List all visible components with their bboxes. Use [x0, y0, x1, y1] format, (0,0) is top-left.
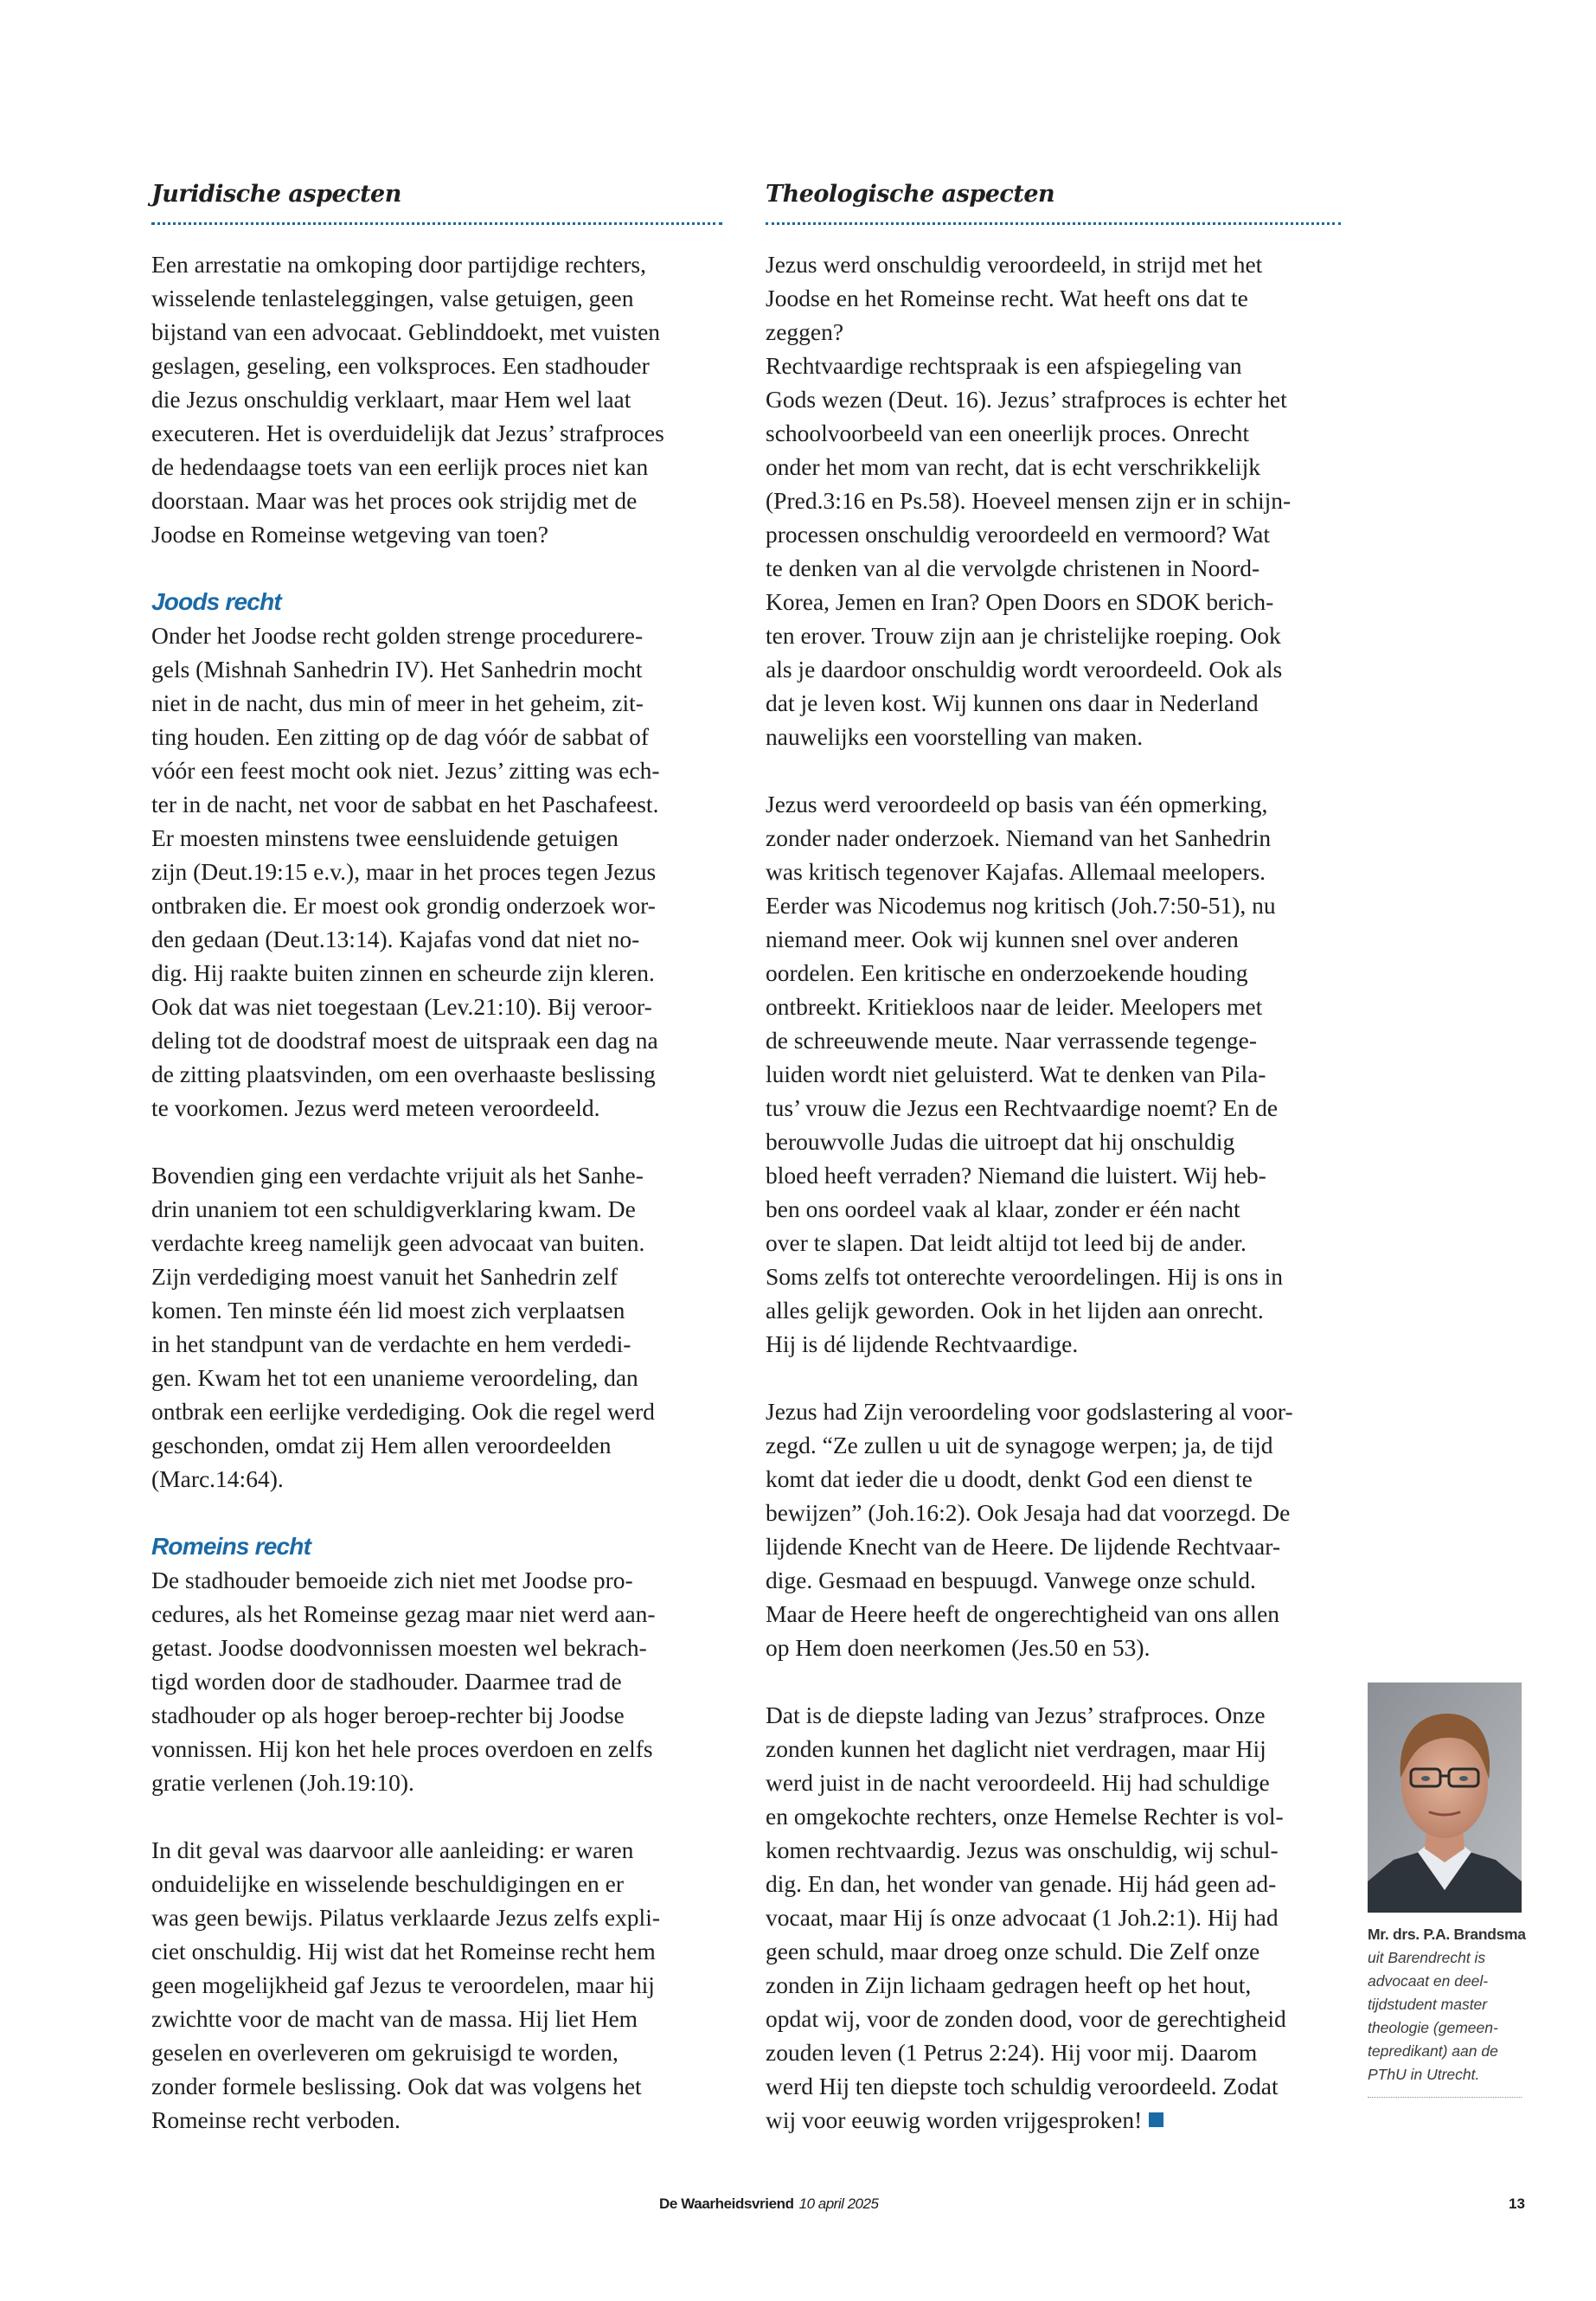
text-line: te denken van al die vervolgde christenen in Noord-	[766, 554, 1260, 581]
text-line: gen. Kwam het tot een unanieme veroordeling, dan	[151, 1364, 638, 1391]
text-line: geselen en overleveren om gekruisigd te worden,	[151, 2039, 619, 2066]
text-line: zonden kunnen het daglicht niet verdragen, maar Hij	[766, 1735, 1266, 1762]
text-line: zonder nader onderzoek. Niemand van het Sanhedrin	[766, 824, 1272, 851]
end-of-article-square-icon	[1149, 2112, 1163, 2127]
text-line: Korea, Jemen en Iran? Open Doors en SDOK berich-	[766, 588, 1274, 615]
text-line: die Jezus onschuldig verklaart, maar Hem wel laat	[151, 386, 631, 413]
text-line: zeggen?	[766, 318, 844, 345]
text-line: ontbrak een eerlijke verdediging. Ook die regel werd	[151, 1398, 655, 1425]
section-title-theologisch: Theologische aspecten	[766, 181, 1055, 208]
text-line: komt dat ieder die u doodt, denkt God een dienst te	[766, 1465, 1253, 1492]
text-line: zonder formele beslissing. Ook dat was volgens het	[151, 2073, 642, 2099]
caption-line: tepredikant) aan de	[1368, 2042, 1498, 2060]
text-line: en omgekochte rechters, onze Hemelse Rechter is vol-	[766, 1803, 1284, 1830]
text-line: werd Hij ten diepste toch schuldig veroordeeld. Zodat	[766, 2073, 1279, 2099]
text-line: dig. Hij raakte buiten zinnen en scheurde zijn kleren.	[151, 959, 655, 986]
text-line: opdat wij, voor de zonden dood, voor de gerechtigheid	[766, 2005, 1286, 2032]
text-line: te voorkomen. Jezus werd meteen veroordeeld.	[151, 1094, 600, 1121]
text-line: ben ons oordeel vaak al klaar, zonder er één nacht	[766, 1195, 1240, 1222]
text-line: ciet onschuldig. Hij wist dat het Romeinse recht hem	[151, 1938, 656, 1965]
text-line: ontbraken die. Er moest ook grondig onderzoek wor-	[151, 892, 656, 919]
text-line: (Marc.14:64).	[151, 1465, 284, 1492]
text-line: zijn (Deut.19:15 e.v.), maar in het proces tegen Jezus	[151, 858, 657, 885]
text-line: zouden leven (1 Petrus 2:24). Hij voor mij. Daarom	[766, 2039, 1258, 2066]
text-line: ontbreekt. Kritiekloos naar de leider. Meelopers met	[766, 993, 1263, 1020]
text-line: was kritisch tegenover Kajafas. Allemaal meelopers.	[766, 858, 1266, 885]
text-line: gels (Mishnah Sanhedrin IV). Het Sanhedrin mocht	[151, 656, 643, 683]
text-line: op Hem doen neerkomen (Jes.50 en 53).	[766, 1634, 1151, 1661]
column-theologische-aspecten	[766, 177, 1341, 2137]
page-footer	[0, 2195, 1596, 2221]
text-line: drin unaniem tot een schuldigverklaring kwam. De	[151, 1195, 636, 1222]
text-line: deling tot de doodstraf moest de uitspraak een dag na	[151, 1027, 658, 1054]
text-line: Jezus had Zijn veroordeling voor godslastering al voor-	[766, 1398, 1293, 1425]
author-dotted-divider	[1368, 2097, 1522, 2098]
text-line: gratie verlenen (Joh.19:10).	[151, 1769, 414, 1796]
text-line: onder het mom van recht, dat is echt verschrikkelijk	[766, 453, 1260, 480]
text-line: Maar de Heere heeft de ongerechtigheid van ons allen	[766, 1600, 1280, 1627]
text-line: processen onschuldig veroordeeld en vermoord? Wat	[766, 521, 1270, 548]
text-line: Hij is dé lijdende Rechtvaardige.	[766, 1330, 1079, 1357]
text-line: ter in de nacht, net voor de sabbat en het Paschafeest.	[151, 791, 659, 817]
text-line: bewijzen” (Joh.16:2). Ook Jesaja had dat voorzegd. De	[766, 1499, 1291, 1526]
section-title-juridisch: Juridische aspecten	[151, 181, 401, 208]
text-line: onduidelijke en wisselende beschuldigingen en er	[151, 1870, 625, 1897]
text-line: ten erover. Trouw zijn aan je christelijke roeping. Ook	[766, 622, 1281, 649]
text-line: De stadhouder bemoeide zich niet met Joodse pro-	[151, 1567, 633, 1593]
joods-paragraph-2	[151, 1158, 722, 1496]
column-juridische-aspecten	[151, 177, 722, 2137]
text-line: de zitting plaatsvinden, om een overhaaste beslissing	[151, 1061, 656, 1087]
caption-line: advocaat en deel-	[1368, 1972, 1489, 1990]
text-line: Er moesten minstens twee eensluidende getuigen	[151, 824, 619, 851]
subheading-joods-recht: Joods recht	[151, 588, 281, 615]
issue-date: 10 april 2025	[798, 2195, 879, 2212]
joods-paragraph-1	[151, 619, 722, 1125]
text-line: vocaat, maar Hij ís onze advocaat (1 Joh.2:1). Hij had	[766, 1904, 1279, 1931]
caption-line: theologie (gemeen-	[1368, 2019, 1498, 2036]
caption-line: uit Barendrecht is	[1368, 1949, 1486, 1966]
text-line: tus’ vrouw die Jezus een Rechtvaardige noemt? En de	[766, 1094, 1279, 1121]
text-line: Eerder was Nicodemus nog kritisch (Joh.7:50-51), nu	[766, 892, 1276, 919]
text-line: verdachte kreeg namelijk geen advocaat van buiten.	[151, 1229, 645, 1256]
text-line: Zijn verdediging moest vanuit het Sanhedrin zelf	[151, 1263, 619, 1290]
text-line: doorstaan. Maar was het proces ook strijdig met de	[151, 487, 638, 514]
publication-title: De Waarheidsvriend	[659, 2195, 794, 2212]
text-line: lijdende Knecht van de Heere. De lijdende Rechtvaar-	[766, 1533, 1281, 1560]
caption-line: tijdstudent master	[1368, 1996, 1488, 2013]
text-line: Joodse en Romeinse wetgeving van toen?	[151, 521, 548, 548]
text-line: Ook dat was niet toegestaan (Lev.21:10). Bij veroor-	[151, 993, 652, 1020]
text-line: Jezus werd veroordeeld op basis van één opmerking,	[766, 791, 1268, 817]
author-description	[1368, 1946, 1522, 2086]
text-line: bloed heeft verraden? Niemand die luistert. Wij heb-	[766, 1162, 1266, 1189]
text-line: In dit geval was daarvoor alle aanleiding: er waren	[151, 1836, 634, 1863]
text-line: executeren. Het is overduidelijk dat Jezus’ strafproces	[151, 420, 664, 446]
text-line: niet in de nacht, dus min of meer in het geheim, zit-	[151, 689, 644, 716]
text-line: Bovendien ging een verdachte vrijuit als het Sanhe-	[151, 1162, 644, 1189]
text-line: (Pred.3:16 en Ps.58). Hoeveel mensen zijn er in schijn-	[766, 487, 1292, 514]
text-line: Rechtvaardige rechtspraak is een afspiegeling van	[766, 352, 1242, 379]
text-line: vóór een feest mocht ook niet. Jezus’ zitting was ech-	[151, 757, 660, 784]
text-line: over te slapen. Dat leidt altijd tot leed bij de ander.	[766, 1229, 1247, 1256]
page-number: 13	[1509, 2195, 1525, 2212]
text-line: bijstand van een advocaat. Geblinddoekt, met vuisten	[151, 318, 661, 345]
text-line: luiden wordt niet geluisterd. Wat te denken van Pila-	[766, 1061, 1266, 1087]
text-line: komen rechtvaardig. Jezus was onschuldig, wij schul-	[766, 1836, 1279, 1863]
text-line: Jezus werd onschuldig veroordeeld, in strijd met het	[766, 251, 1263, 278]
romeins-paragraph-1	[151, 1563, 722, 1799]
text-line: de schreeuwende meute. Naar verrassende tegenge-	[766, 1027, 1258, 1054]
text-line: geslagen, geseling, een volksproces. Een stadhouder	[151, 352, 650, 379]
author-name: Mr. drs. P.A. Brandsma	[1368, 1926, 1526, 1943]
author-caption	[1368, 1923, 1526, 2086]
text-line: zegd. “Ze zullen u uit de synagoge werpen; ja, de tijd	[766, 1432, 1273, 1458]
text-line: geschonden, omdat zij Hem allen veroordeelden	[151, 1432, 612, 1458]
text-line: alles gelijk geworden. Ook in het lijden aan onrecht.	[766, 1297, 1264, 1324]
text-line: als je daardoor onschuldig wordt veroordeeld. Ook als	[766, 656, 1283, 683]
text-line: berouwvolle Judas die uitroept dat hij onschuldig	[766, 1128, 1235, 1155]
text-line: Joodse en het Romeinse recht. Wat heeft ons dat te	[766, 285, 1248, 311]
text-line: vonnissen. Hij kon het hele proces overdoen en zelfs	[151, 1735, 653, 1762]
theo-paragraph-4	[766, 1698, 1341, 2137]
text-line: ting houden. Een zitting op de dag vóór de sabbat of	[151, 723, 650, 750]
text-line: zonden in Zijn lichaam gedragen heeft op het hout,	[766, 1971, 1252, 1998]
theo-paragraph-2	[766, 787, 1341, 1361]
text-line: den gedaan (Deut.13:14). Kajafas vond dat niet no-	[151, 926, 640, 952]
text-line: Een arrestatie na omkoping door partijdige rechters,	[151, 251, 646, 278]
author-portrait-photo	[1368, 1682, 1522, 1913]
theo-paragraph-1	[766, 247, 1341, 753]
text-line: geen mogelijkheid gaf Jezus te veroordelen, maar hij	[151, 1971, 655, 1998]
text-line: was geen bewijs. Pilatus verklaarde Jezus zelfs expli-	[151, 1904, 661, 1931]
text-line: cedures, als het Romeinse gezag maar niet werd aan-	[151, 1600, 656, 1627]
text-line: nauwelijks een voorstelling van maken.	[766, 723, 1144, 750]
text-line: wij voor eeuwig worden vrijgesproken!	[766, 2103, 1341, 2137]
author-box	[1368, 1682, 1526, 2098]
text-line: stadhouder op als hoger beroep-rechter bij Joodse	[151, 1702, 625, 1728]
text-line: dig. En dan, het wonder van genade. Hij hád geen ad-	[766, 1870, 1277, 1897]
text-line: zwichtte voor de macht van de massa. Hij liet Hem	[151, 2005, 638, 2032]
text-line: Romeinse recht verboden.	[151, 2106, 401, 2133]
caption-line: PThU in Utrecht.	[1368, 2066, 1480, 2083]
text-line: tigd worden door de stadhouder. Daarmee trad de	[151, 1668, 622, 1695]
intro-paragraph	[151, 247, 722, 551]
text-line: Onder het Joodse recht golden strenge procedurere-	[151, 622, 644, 649]
subheading-romeins-recht: Romeins recht	[151, 1533, 311, 1560]
text-line: dige. Gesmaad en bespuugd. Vanwege onze schuld.	[766, 1567, 1256, 1593]
theo-paragraph-3	[766, 1394, 1341, 1664]
text-line: oordelen. Een kritische en onderzoekende houding	[766, 959, 1248, 986]
text-line: geen schuld, maar droeg onze schuld. Die Zelf onze	[766, 1938, 1260, 1965]
text-line: niemand meer. Ook wij kunnen snel over anderen	[766, 926, 1239, 952]
text-line: Dat is de diepste lading van Jezus’ strafproces. Onze	[766, 1702, 1266, 1728]
text-line: komen. Ten minste één lid moest zich verplaatsen	[151, 1297, 625, 1324]
text-line: de hedendaagse toets van een eerlijk proces niet kan	[151, 453, 649, 480]
text-line: getast. Joodse doodvonnissen moesten wel bekrach-	[151, 1634, 647, 1661]
text-line: in het standpunt van de verdachte en hem verdedi-	[151, 1330, 631, 1357]
text-line: Gods wezen (Deut. 16). Jezus’ strafproces is echter het	[766, 386, 1287, 413]
publication-name	[659, 2195, 878, 2213]
romeins-paragraph-2	[151, 1833, 722, 2137]
text-line: schoolvoorbeeld van een oneerlijk proces. Onrecht	[766, 420, 1249, 446]
text-line: dat je leven kost. Wij kunnen ons daar in Nederland	[766, 689, 1259, 716]
text-line: wisselende tenlasteleggingen, valse getuigen, geen	[151, 285, 634, 311]
text-line: Soms zelfs tot onterechte veroordelingen. Hij is ons in	[766, 1263, 1284, 1290]
text-line: werd juist in de nacht veroordeeld. Hij had schuldige	[766, 1769, 1270, 1796]
